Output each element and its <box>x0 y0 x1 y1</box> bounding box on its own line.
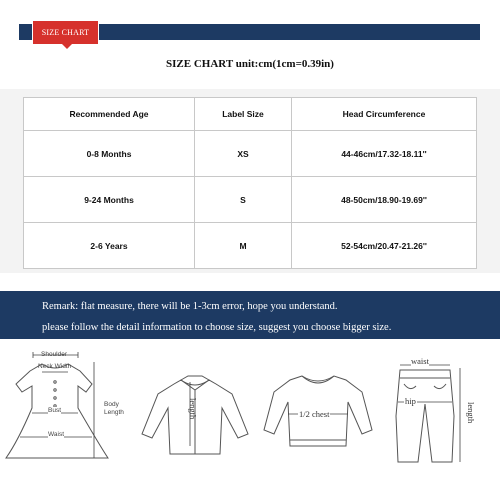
sweater-outline-icon <box>260 346 375 470</box>
pants-hip-label: hip <box>405 396 416 406</box>
remark-line-1: Remark: flat measure, there will be 1-3cm error, hope you understand. <box>42 301 338 312</box>
dress-diagram <box>0 346 135 470</box>
table-row <box>23 131 477 177</box>
pants-diagram <box>380 346 500 470</box>
remark-banner <box>0 291 500 339</box>
shirt-diagram <box>136 346 256 470</box>
bust-label: Bust <box>48 407 62 414</box>
cell-head: 44-46cm/17.32-18.11'' <box>292 131 477 177</box>
tag-notch <box>62 44 72 49</box>
cell-size: M <box>195 223 292 269</box>
table-header-row <box>23 97 477 131</box>
cell-age: 0-8 Months <box>23 131 195 177</box>
pants-waist-label: waist <box>411 356 429 366</box>
size-table <box>23 97 477 269</box>
size-table-panel <box>0 89 500 273</box>
waist-label: Waist <box>48 431 65 438</box>
size-chart-tag-label: SIZE CHART <box>41 28 90 37</box>
header-age: Recommended Age <box>23 97 195 131</box>
size-chart-tag <box>32 20 99 45</box>
cell-age: 9-24 Months <box>23 177 195 223</box>
header-label-size: Label Size <box>195 97 292 131</box>
table-row <box>23 177 477 223</box>
sweater-diagram <box>260 346 375 470</box>
header-head-circumference: Head Circumference <box>292 97 477 131</box>
chart-title: SIZE CHART unit:cm(1cm=0.39in) <box>166 58 334 70</box>
shirt-length-label: length <box>188 398 198 420</box>
shoulder-label: Shoulder <box>41 351 68 358</box>
cell-head: 52-54cm/20.47-21.26'' <box>292 223 477 269</box>
pants-outline-icon <box>380 346 500 470</box>
table-row <box>23 223 477 269</box>
cell-age: 2-6 Years <box>23 223 195 269</box>
body-length-label: Body Length <box>104 401 124 416</box>
cell-size: S <box>195 177 292 223</box>
chest-label: 1/2 chest <box>299 409 330 419</box>
cell-size: XS <box>195 131 292 177</box>
pants-length-label: length <box>466 402 476 424</box>
remark-line-2: please follow the detail information to choose size, suggest you choose bigger size. <box>42 322 392 333</box>
neck-width-label: Neck Width <box>38 363 72 370</box>
cell-head: 48-50cm/18.90-19.69'' <box>292 177 477 223</box>
